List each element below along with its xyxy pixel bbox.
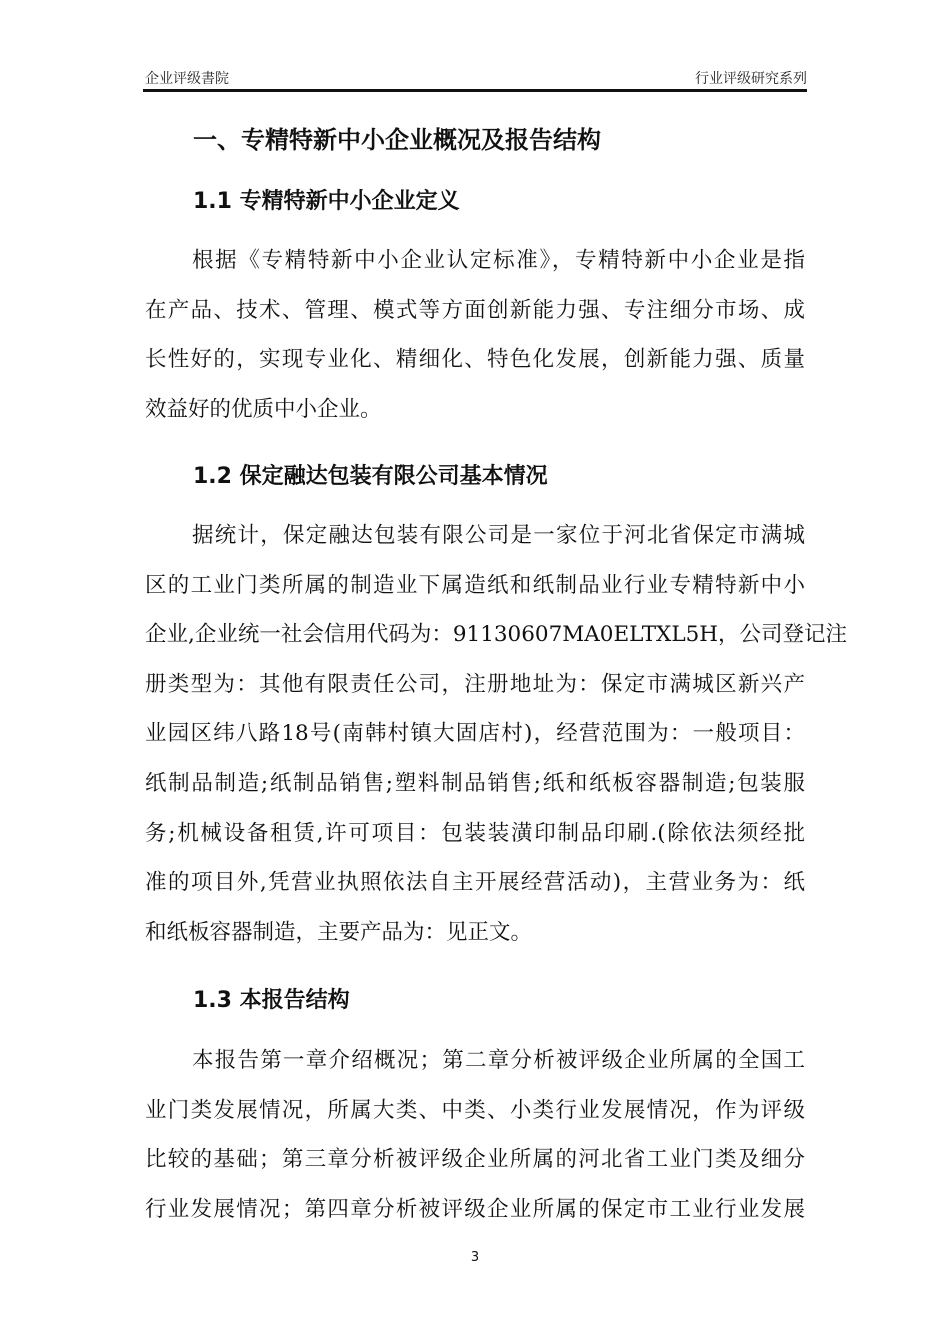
text-line: 据统计，保定融达包装有限公司是一家位于河北省保定市满城 bbox=[192, 523, 805, 548]
section-heading-1-1: 1.1 专精特新中小企业定义 bbox=[193, 189, 460, 214]
section-heading-1-3: 1.3 本报告结构 bbox=[193, 988, 350, 1013]
text-line: 区的工业门类所属的制造业下属造纸和纸制品业行业专精特新中小 bbox=[145, 572, 805, 598]
text-line: 务;机械设备租赁,许可项目：包装装潢印制品印刷.(除依法须经批 bbox=[145, 820, 805, 846]
text-line: 业园区纬八路18号(南韩村镇大固店村)，经营范围为：一般项目： bbox=[145, 721, 805, 747]
section-heading-1-2: 1.2 保定融达包装有限公司基本情况 bbox=[193, 464, 548, 489]
text-line: 本报告第一章介绍概况；第二章分析被评级企业所属的全国工 bbox=[192, 1048, 805, 1073]
paragraph-report-structure bbox=[145, 1036, 805, 1234]
header-rule bbox=[143, 89, 807, 92]
text-line: 册类型为：其他有限责任公司，注册地址为：保定市满城区新兴产 bbox=[145, 671, 805, 697]
text-line: 效益好的优质中小企业。 bbox=[145, 396, 382, 422]
text-line: 根据《专精特新中小企业认定标准》，专精特新中小企业是指 bbox=[192, 248, 805, 273]
text-line: 行业发展情况；第四章分析被评级企业所属的保定市工业行业发展 bbox=[145, 1196, 805, 1222]
paragraph-company-info bbox=[145, 511, 848, 957]
header-left: 企业评级書院 bbox=[145, 71, 229, 87]
text-line: 业门类发展情况，所属大类、中类、小类行业发展情况，作为评级 bbox=[145, 1097, 805, 1123]
paragraph-definition bbox=[145, 236, 805, 434]
text-line: 企业,企业统一社会信用代码为：91130607MA0ELTXL5H，公司登记注 bbox=[145, 622, 848, 648]
text-line: 纸制品制造;纸制品销售;塑料制品销售;纸和纸板容器制造;包装服 bbox=[145, 770, 805, 796]
text-line: 比较的基础；第三章分析被评级企业所属的河北省工业门类及细分 bbox=[145, 1147, 805, 1173]
header-right: 行业评级研究系列 bbox=[695, 71, 807, 87]
text-line: 准的项目外,凭营业执照依法自主开展经营活动)，主营业务为：纸 bbox=[145, 870, 805, 896]
text-line: 在产品、技术、管理、模式等方面创新能力强、专注细分市场、成 bbox=[145, 297, 805, 323]
text-line: 和纸板容器制造，主要产品为：见正文。 bbox=[145, 919, 533, 945]
text-line: 长性好的，实现专业化、精细化、特色化发展，创新能力强、质量 bbox=[145, 347, 805, 373]
page-number: 3 bbox=[470, 1250, 480, 1265]
chapter-title: 一、专精特新中小企业概况及报告结构 bbox=[193, 126, 601, 154]
